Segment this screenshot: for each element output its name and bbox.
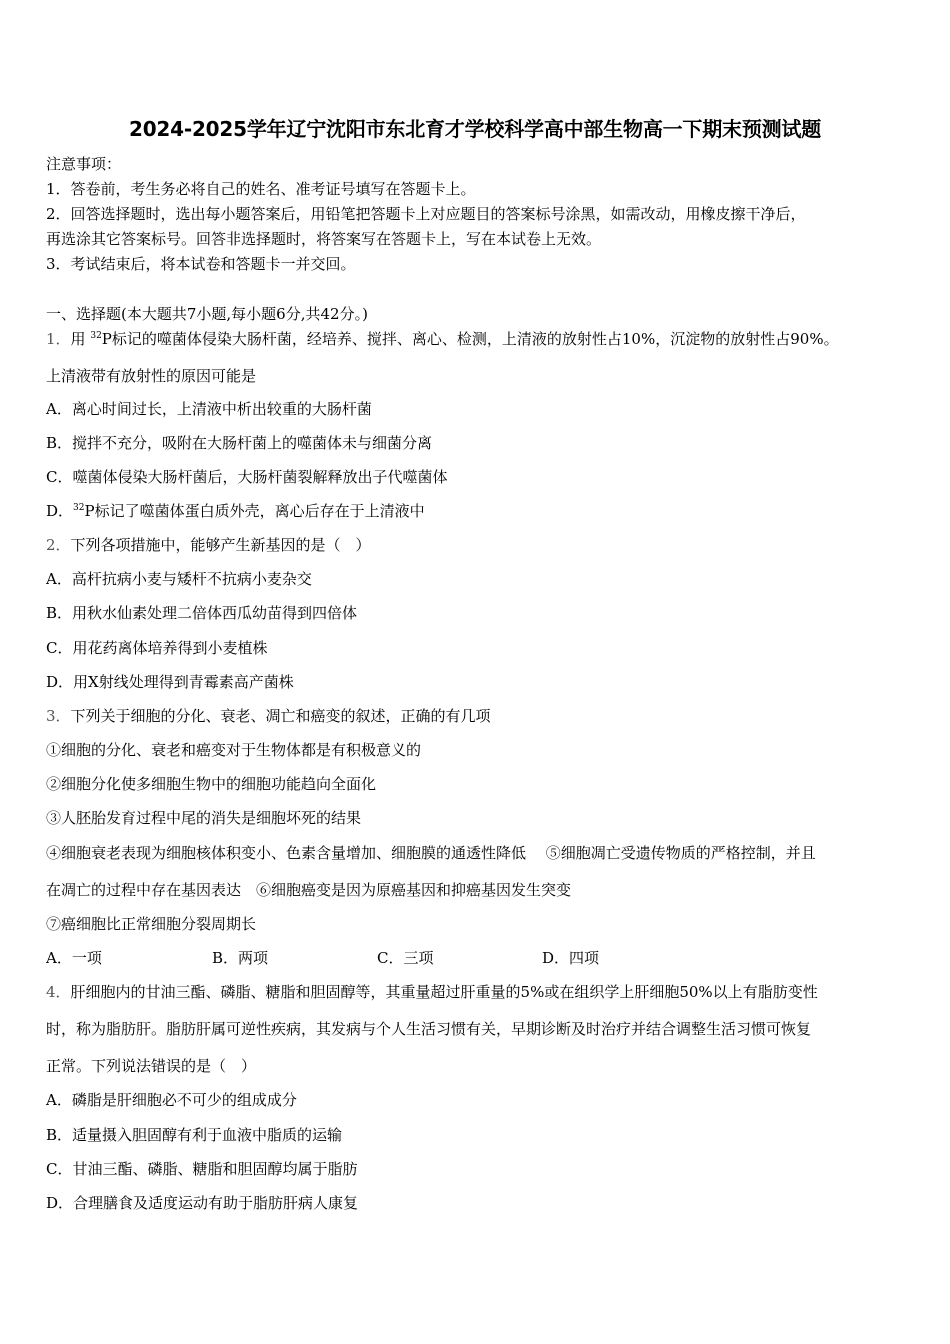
option-d: D．用X射线处理得到青霉素高产菌株 bbox=[46, 673, 294, 691]
statement-3: ③人胚胎发育过程中尾的消失是细胞坏死的结果 bbox=[46, 809, 362, 827]
statement-2: ②细胞分化使多细胞生物中的细胞功能趋向全面化 bbox=[46, 775, 377, 793]
section-heading: 一、选择题(本大题共7小题,每小题6分,共42分。) bbox=[46, 305, 368, 323]
option-a: A．离心时间过长，上清液中析出较重的大肠杆菌 bbox=[46, 400, 372, 418]
statement-5-6: 在凋亡的过程中存在基因表达 ⑥细胞癌变是因为原癌基因和抑癌基因发生突变 bbox=[46, 881, 572, 899]
option-b: B．适量摄入胆固醇有利于血液中脂质的运输 bbox=[46, 1126, 343, 1144]
option-c: C．噬菌体侵染大肠杆菌后，大肠杆菌裂解释放出子代噬菌体 bbox=[46, 468, 448, 486]
question-4-stem-cont: 时，称为脂肪肝。脂肪肝属可逆性疾病，其发病与个人生活习惯有关，早期诊断及时治疗并结合调整生活习惯可恢复 bbox=[46, 1020, 812, 1038]
notes-item: 2．回答选择题时，选出每小题答案后，用铅笔把答题卡上对应题目的答案标号涂黑，如需改动，用橡皮擦干净后， bbox=[46, 205, 806, 223]
option-b: B．用秋水仙素处理二倍体西瓜幼苗得到四倍体 bbox=[46, 604, 358, 622]
question-number: 3． bbox=[46, 707, 71, 725]
notes-item: 再选涂其它答案标号。回答非选择题时，将答案写在答题卡上，写在本试卷上无效。 bbox=[46, 230, 602, 248]
option-a: A．高杆抗病小麦与矮杆不抗病小麦杂交 bbox=[46, 570, 312, 588]
stem-text: 下列关于细胞的分化、衰老、凋亡和癌变的叙述，正确的有几项 bbox=[70, 707, 491, 725]
notes-item: 3．考试结束后，将本试卷和答题卡一并交回。 bbox=[46, 255, 356, 273]
question-4-stem-cont: 正常。下列说法错误的是（ ） bbox=[46, 1057, 257, 1075]
question-4-stem bbox=[46, 981, 818, 1002]
option-b: B．两项 bbox=[212, 949, 269, 967]
option-c: C．甘油三酯、磷脂、糖脂和胆固醇均属于脂肪 bbox=[46, 1160, 358, 1178]
option-label: D． bbox=[46, 502, 74, 520]
question-number: 4． bbox=[46, 983, 71, 1001]
notes-item: 1．答卷前，考生务必将自己的姓名、准考证号填写在答题卡上。 bbox=[46, 180, 476, 198]
option-a: A．一项 bbox=[46, 949, 102, 967]
stem-text: 用 bbox=[70, 330, 86, 348]
option-d: D．四项 bbox=[542, 949, 600, 967]
statement-7: ⑦癌细胞比正常细胞分裂周期长 bbox=[46, 915, 257, 933]
option-c: C．三项 bbox=[377, 949, 434, 967]
question-number: 1． bbox=[46, 330, 71, 348]
option-c: C．用花药离体培养得到小麦植株 bbox=[46, 639, 268, 657]
option-b: B．搅拌不充分，吸附在大肠杆菌上的噬菌体未与细菌分离 bbox=[46, 434, 433, 452]
option-a: A．磷脂是肝细胞必不可少的组成成分 bbox=[46, 1091, 297, 1109]
statement-4-5: ④细胞衰老表现为细胞核体积变小、色素含量增加、细胞膜的通透性降低 ⑤细胞凋亡受遗传物质的严格控制，并且 bbox=[46, 844, 816, 862]
question-1-stem-cont: 上清液带有放射性的原因可能是 bbox=[46, 367, 257, 385]
notes-header: 注意事项： bbox=[46, 155, 122, 173]
question-number: 2． bbox=[46, 536, 71, 554]
option-text: P标记了噬菌体蛋白质外壳，离心后存在于上清液中 bbox=[84, 502, 425, 520]
stem-text: 肝细胞内的甘油三酯、磷脂、糖脂和胆固醇等，其重量超过肝重量的5%或在组织学上肝细胞50%以上有脂肪变性 bbox=[70, 983, 818, 1001]
superscript: 32 bbox=[90, 331, 102, 341]
question-2-stem bbox=[46, 534, 371, 555]
option-d bbox=[46, 500, 425, 521]
option-d: D．合理膳食及适度运动有助于脂肪肝病人康复 bbox=[46, 1194, 359, 1212]
question-1-stem bbox=[46, 328, 839, 349]
statement-1: ①细胞的分化、衰老和癌变对于生物体都是有积极意义的 bbox=[46, 741, 422, 759]
stem-text: P标记的噬菌体侵染大肠杆菌，经培养、搅拌、离心、检测，上清液的放射性占10%，沉淀物的放射性占90%。 bbox=[101, 330, 839, 348]
question-3-stem bbox=[46, 705, 491, 726]
page-title: 2024-2025学年辽宁沈阳市东北育才学校科学高中部生物高一下期末预测试题 bbox=[128, 117, 822, 141]
stem-text: 下列各项措施中，能够产生新基因的是（ ） bbox=[70, 536, 371, 554]
superscript: 32 bbox=[73, 503, 85, 513]
